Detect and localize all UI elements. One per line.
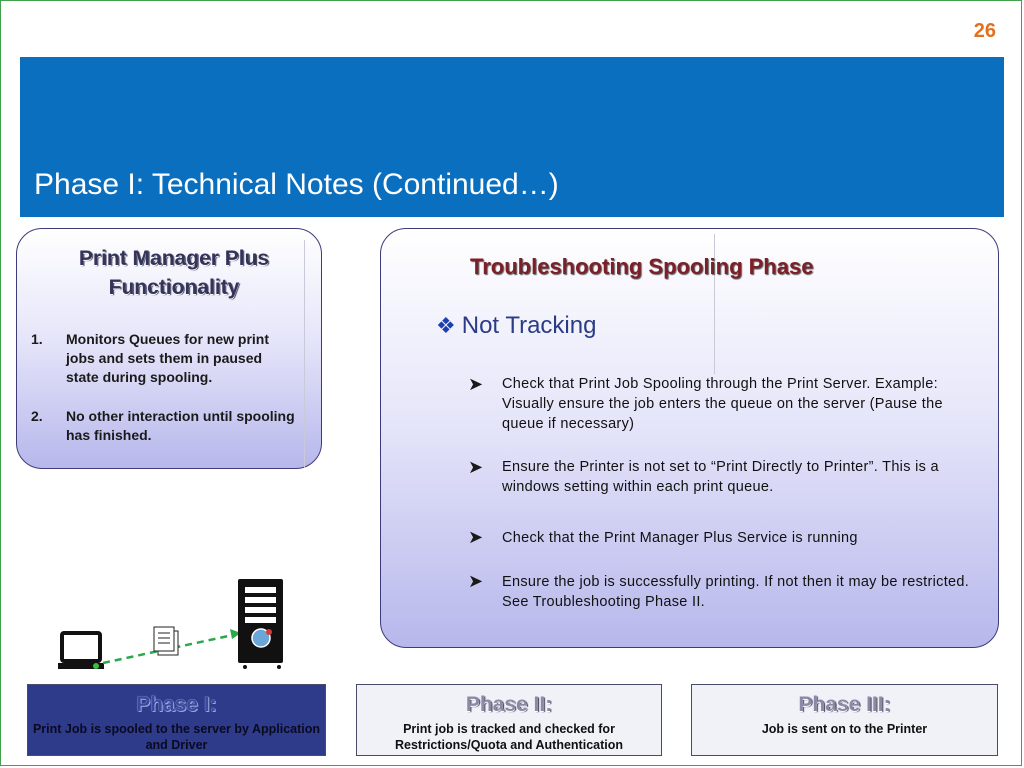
arrow-bullet-icon: ➤ [468,457,484,477]
item-number: 1. [31,331,43,347]
phase-description: Print Job is spooled to the server by Application and Driver [32,722,321,752]
computer-icon [58,633,104,669]
not-tracking-heading [436,312,596,340]
phase-title: Phase I: [136,693,217,716]
arrow-bullet-icon: ➤ [468,374,484,394]
troubleshooting-bullet: Ensure the job is successfully printing. If not then it may be restricted. See Troubleshooting Phase II. [502,574,970,610]
diamond-bullet-icon: ❖ [436,313,456,338]
phase-3-box [691,684,998,756]
page-title: Phase I: Technical Notes (Continued…) [34,168,559,201]
page-number: 26 [973,20,996,42]
spooling-diagram [55,575,300,675]
arrow-bullet-icon: ➤ [468,571,484,591]
functionality-heading: Print Manager Plus Functionality [78,247,270,299]
troubleshooting-heading: Troubleshooting Spooling Phase [470,254,814,279]
functionality-item: Monitors Queues for new print jobs and sets them in paused state during spooling. [66,331,270,385]
phase-description: Job is sent on to the Printer [761,722,928,736]
phase-title: Phase III: [798,693,891,716]
server-icon [238,579,283,669]
phase-description: Print job is tracked and checked for Restrictions/Quota and Authentication [394,722,624,752]
document-icon [154,627,178,655]
functionality-item: No other interaction until spooling has finished. [66,408,295,443]
arrow-bullet-icon: ➤ [468,527,484,547]
troubleshooting-bullet: Check that Print Job Spooling through the Print Server. Example: Visually ensure the job enters the queue on the server (Pause the queue if necessary) [502,376,943,432]
troubleshooting-bullet: Check that the Print Manager Plus Service is running [502,530,858,546]
item-number: 2. [31,408,43,424]
phase-2-box [356,684,662,756]
phase-title: Phase II: [465,693,553,716]
troubleshooting-bullet: Ensure the Printer is not set to “Print Directly to Printer”. This is a windows setting within each print queue. [502,459,939,495]
not-tracking-label: Not Tracking [461,312,597,339]
phase-1-box [27,684,326,756]
